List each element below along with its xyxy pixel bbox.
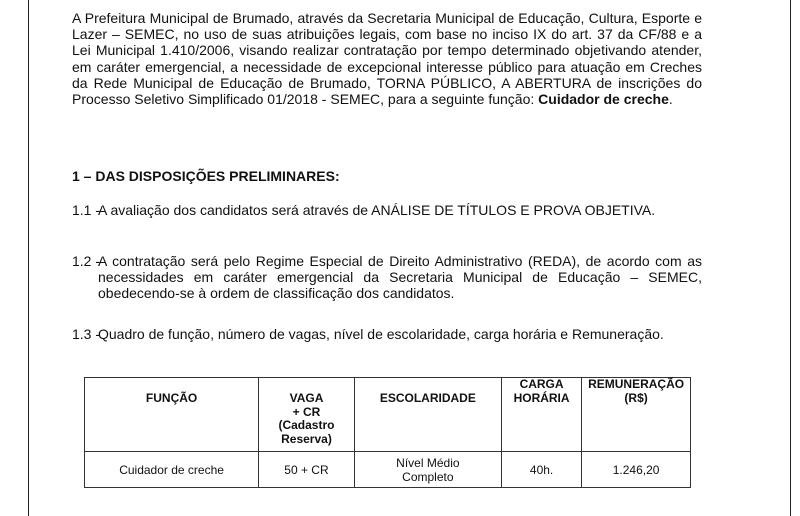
intro-funcao: Cuidador de creche: [538, 91, 669, 108]
header-escolaridade: ESCOLARIDADE: [354, 378, 501, 452]
page-border-left: [28, 0, 29, 516]
cell-escolaridade: Nível Médio Completo: [354, 452, 501, 488]
item-1-2: [72, 253, 702, 302]
header-carga-horaria: CARGA HORÁRIA: [501, 378, 581, 452]
cell-remuneracao: 1.246,20: [582, 452, 691, 488]
cell-carga: 40h.: [501, 452, 581, 488]
item-number: 1.3 -: [72, 326, 101, 342]
item-1-1: [72, 202, 702, 218]
item-text: A avaliação dos candidatos será através de ANÁLISE DE TÍTULOS E PROVA OBJETIVA.: [98, 202, 656, 218]
item-text: A contratação será pelo Regime Especial de Direito Administrativo (REDA), de acordo com as necessidades em caráter emergencial da Secretaria Municipal de Educação – SEMEC, obedecendo-se à ordem de classificação dos candidatos.: [98, 253, 702, 302]
header-remuneracao: REMUNERAÇÃO (R$): [582, 378, 691, 452]
table-header-row: [85, 378, 691, 452]
table-row: [85, 452, 691, 488]
intro-paragraph: [72, 10, 702, 107]
cell-funcao: Cuidador de creche: [85, 452, 259, 488]
header-vaga: VAGA + CR (Cadastro Reserva): [259, 378, 355, 452]
cell-vaga: 50 + CR: [259, 452, 355, 488]
item-text: Quadro de função, número de vagas, nível de escolaridade, carga horária e Remuneração.: [98, 326, 664, 342]
intro-end: .: [668, 91, 673, 108]
vagas-table: [84, 377, 691, 488]
section-title: 1 – DAS DISPOSIÇÕES PRELIMINARES:: [72, 168, 340, 184]
header-funcao: FUNÇÃO: [85, 378, 259, 452]
item-1-3: [72, 326, 702, 342]
item-number: 1.1 -: [72, 202, 101, 218]
item-number: 1.2 -: [72, 253, 101, 269]
intro-text: A Prefeitura Municipal de Brumado, através da Secretaria Municipal de Educação, Cultura, Esporte e Lazer – SEMEC, no uso de suas atribuições legais, com base no inciso IX do art. 37 da CF/88 e a Lei Municipal 1.410/2006, visando realizar contratação por tempo determinado objetivando atender, em caráter emergencial, a necessidade de excepcional interesse público para atuação em Creches da Rede Municipal de Educação de Brumado, TORNA PÚBLICO, A ABERTURA de inscrições do Processo Seletivo Simplificado 01/2018 - SEMEC, para a seguinte função:: [72, 10, 702, 108]
page-border-right: [790, 0, 791, 516]
